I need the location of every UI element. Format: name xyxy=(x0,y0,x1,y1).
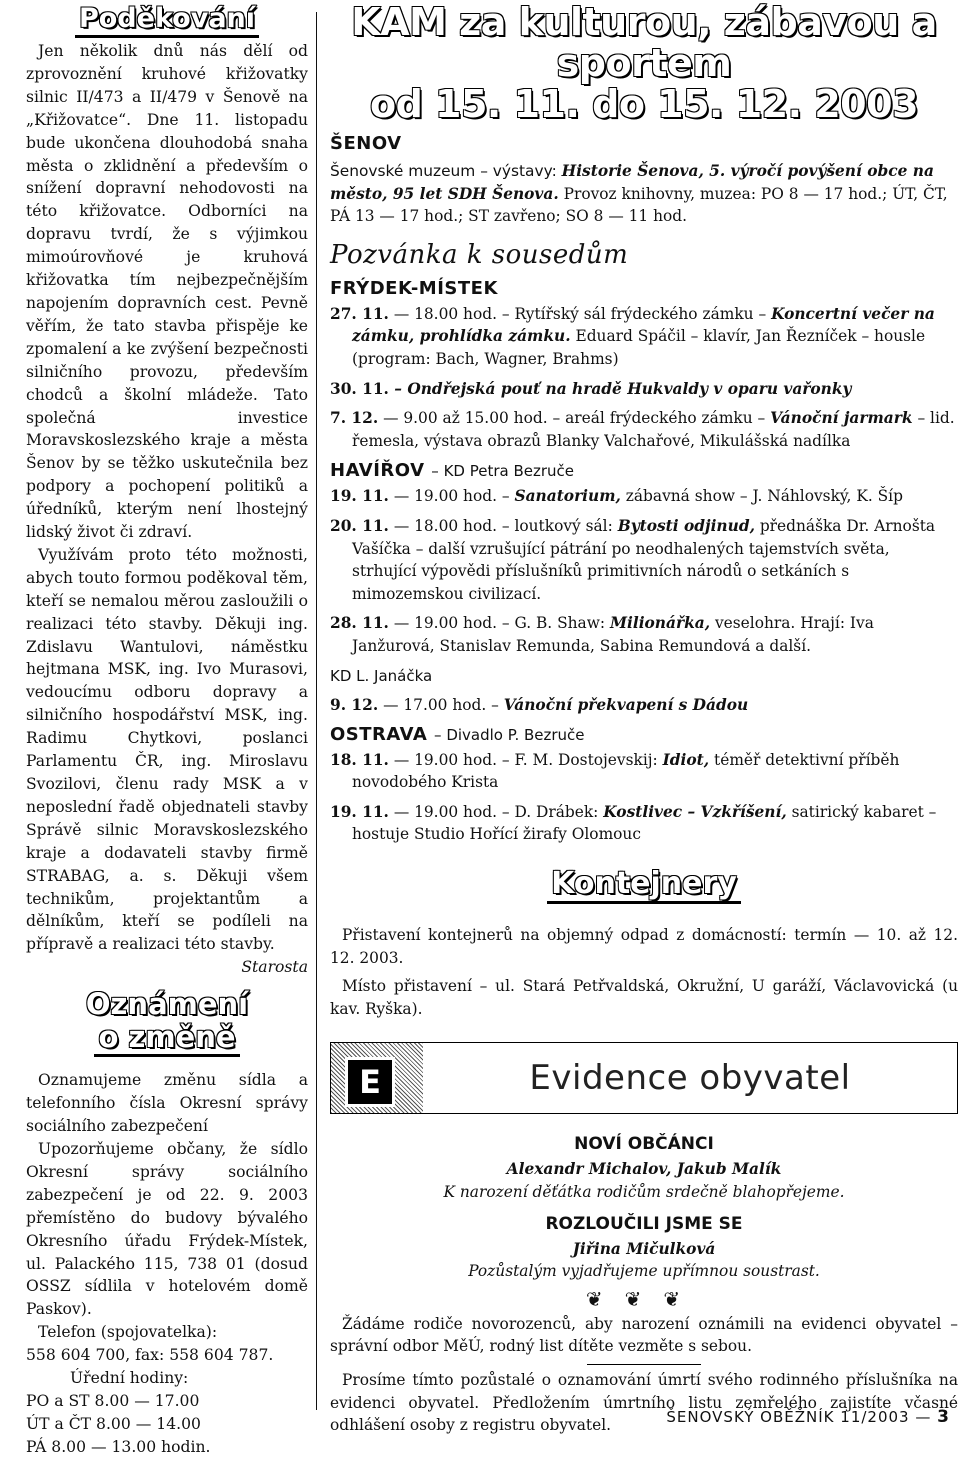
event-desc: přednáška Dr. Arnošta Vašíčka – další vzrušující pátrání po neodhalených tajemstvích světa, strhující výpovědi příslušníků primitivních národů o setkáních s mimozemskou civilizací. xyxy=(352,516,936,603)
footer-label: ŠENOVSKÝ OBĚŽNÍK 11/2003 — xyxy=(666,1408,932,1426)
rozloucili-heading: ROZLOUČILI JSME SE xyxy=(545,1213,743,1234)
ostrava-town: OSTRAVA xyxy=(330,723,428,745)
havirov-town: HAVÍŘOV xyxy=(330,460,425,482)
oznameni-phone-numbers: 558 604 700, fax: 558 604 787. xyxy=(26,1346,274,1365)
date: 19. 11. xyxy=(330,487,389,506)
rozloucili-name: Jiřina Mičulková xyxy=(572,1239,716,1258)
page-footer xyxy=(666,1407,950,1427)
ostrava-event-2 xyxy=(330,801,958,846)
evidence-title: Evidence obyvatel xyxy=(529,1058,851,1099)
frydek-event-3 xyxy=(330,407,958,452)
page-number: 3 xyxy=(937,1407,950,1427)
havirov-event-3 xyxy=(330,612,958,657)
oznameni-paragraph-2: Upozorňujeme občany, že sídlo Okresní správy sociálního zabezpečení je od 22. 9. 2003 přemístěno do budovy bývalého Okresního úřadu Frýdek-Místek, ul. Palackého 115, 738 01 (dosud OSSZ sídlila v hotelovém domě Paskov). xyxy=(26,1139,308,1319)
event-title: Koncertní večer na zámku, prohlídka zámku. xyxy=(352,304,935,346)
pozvanka-heading: Pozvánka k sousedům xyxy=(330,239,629,270)
date: 28. 11. xyxy=(330,614,389,633)
kontejnery-paragraph-2: Místo přistavení – ul. Stará Petřvaldská, Okružní, U garáží, Václavovická (u kav. Ryška). xyxy=(330,977,958,1018)
novi-obcane-names: Alexandr Michalov, Jakub Malík xyxy=(506,1160,782,1179)
rozloucili-text: Pozůstalým vyjadřujeme upřímnou soustrast. xyxy=(468,1262,820,1281)
kontejnery-paragraph-1: Přistavení kontejnerů na objemný odpad z domácností: termín — 10. až 12. 12. 2003. xyxy=(330,926,958,967)
novi-obcane-heading: NOVÍ OBČÁNCI xyxy=(574,1134,714,1155)
event-title: Kostlivec – Vzkříšení, xyxy=(603,802,787,821)
event-time: — 19.00 hod. – F. M. Dostojevskij: xyxy=(388,750,663,769)
kontejnery-title: Kontejnery xyxy=(547,866,741,904)
ostrava-heading xyxy=(330,724,958,745)
date: 7. 12. xyxy=(330,409,379,428)
oznameni-paragraph-1: Oznamujeme změnu sídla a telefonního čísla Okresní správy sociálního zabezpečení xyxy=(26,1071,308,1136)
event-time: — 19.00 hod. – D. Drábek: xyxy=(388,802,604,821)
novi-obcane-wish: K narození děťátka rodičům srdečně blahopřejeme. xyxy=(443,1183,845,1202)
date: 30. 11. xyxy=(330,379,389,398)
date: 19. 11. xyxy=(330,802,389,821)
oznameni-title-line-2: o změně xyxy=(94,1021,239,1057)
event-desc: – lid. řemesla, výstava obrazů Blanky Valchařové, Mikulášská nadílka xyxy=(352,409,955,450)
date: 18. 11. xyxy=(330,750,389,769)
podekovani-paragraph-1: Jen několik dnů nás dělí od zprovoznění kruhové křižovatky silnic II/473 a II/479 v Šenově na „Křižovatce“. Dne 11. listopadu bude ukončena dlouhodobá snaha města o zklidnění a především o snížení dopravní nehodovosti na této křižovatce. Odborníci na dopravu tvrdí, že s výjimkou mimoúrovňové je kruhová křižovatka tím nejbezpečnějším napojením dopravních cest. Pevně věřím, že tato stavba přispěje ke zpomalení a ke zvýšení bezpečnosti silničního provozu, především chodců a školní mládeže. Tato společná investice Moravskoslezského kraje a města Šenov by se těžko uskutečnila bez podpory a pochopení politiků a úředníků, kterým není lhostejný lidský život či zdraví. xyxy=(26,42,308,542)
senov-hours: Provoz knihovny, muzea: PO 8 — 17 hod.; ÚT, ČT, PÁ 13 — 17 hod.; ST zavřeno; SO 8 — 11 hod. xyxy=(330,184,948,226)
ostrava-venue: – Divadlo P. Bezruče xyxy=(434,725,585,744)
kam-title-line-2: od 15. 11. do 15. 12. 2003 xyxy=(369,82,919,126)
oznameni-hours-label: Úřední hodiny: xyxy=(70,1369,189,1388)
senov-text xyxy=(330,160,958,228)
evidence-banner-panel xyxy=(423,1043,957,1113)
event-title: Vánoční jarmark xyxy=(770,409,913,428)
havirov-heading xyxy=(330,460,958,481)
flourish-ornament-icon: ❦❦❦ xyxy=(585,1286,703,1311)
hours-tue-thu: ÚT a ČT 8.00 — 14.00 xyxy=(26,1414,201,1433)
oznameni-heading xyxy=(26,988,308,1057)
left-column xyxy=(26,0,308,1459)
havirov-event-2 xyxy=(330,515,958,605)
event-title: Vánoční překvapení s Dádou xyxy=(503,696,749,715)
signature: Starosta xyxy=(241,958,308,977)
evidence-paragraph-2: Prosíme tímto pozůstalé o oznamování úmrtí svého rodinného příslušníka na evidenci obyvatel. Předložením úmrtního listu zemřelého zajistíte včasné odhlášení osoby z registru obyvatel. xyxy=(330,1371,958,1435)
podekovani-heading xyxy=(26,2,308,38)
kam-title-line-1: KAM za kulturou, zábavou a sportem xyxy=(351,0,937,85)
event-time: — 19.00 hod. – xyxy=(388,487,515,506)
hours-mon-wed: PO a ST 8.00 — 17.00 xyxy=(26,1391,200,1410)
date: 20. 11. xyxy=(330,516,389,535)
event-title: Bytosti odjinud, xyxy=(617,516,755,535)
event-desc: satirický kabaret – hostuje Studio Hořící žirafy Olomouc xyxy=(352,802,937,844)
event-desc: téměř detektivní příběh novodobého Krista xyxy=(352,750,900,792)
senov-heading: ŠENOV xyxy=(330,133,402,154)
date: 27. 11. xyxy=(330,304,389,323)
event-time: — 19.00 hod. – G. B. Shaw: xyxy=(388,614,610,633)
kontejnery-heading xyxy=(330,866,958,902)
frydek-event-1 xyxy=(330,303,958,371)
podekovani-title: Poděkování xyxy=(75,2,259,38)
hours-fri: PÁ 8.00 — 13.00 hodin. xyxy=(26,1437,211,1456)
ostrava-event-1 xyxy=(330,749,958,794)
event-title: Sanatorium, xyxy=(514,487,621,506)
evidence-paragraph-1: Žádáme rodiče novorozenců, aby narození oznámili na evidenci obyvatel – správní odbor MěÚ, rodný list dítěte vezměte s sebou. xyxy=(330,1314,958,1356)
evidence-logo-icon: E xyxy=(345,1057,395,1107)
column-divider xyxy=(316,12,317,1410)
date: 9. 12. xyxy=(330,696,379,715)
podekovani-paragraph-2-text: Využívám proto této možnosti, abych touto formou poděkoval těm, kteří se nemalou měrou zasloužili o realizaci této stavby. Děkuji ing. Zdislavu Wantulovi, náměstku hejtmana MSK, ing. Ivo Murasovi, vedoucímu odboru dopravy a silničního hospodářství MSK, ing. Radimu Chytkovi, poslanci Parlamentu ČR, ing. Miroslavu Svozilovi, členu rady MSK a v neposlední řadě objednateli stavby Správě silnic Moravskoslezského kraje a dodavateli stavby firmě STRABAG, a. s. Děkuji všem technikům, projektantům a dělníkům, kteří se podíleli na přípravě a realizaci této stavby. xyxy=(26,545,308,954)
evidence-banner xyxy=(330,1042,958,1114)
event-time: — 9.00 až 15.00 hod. – areál frýdeckého zámku – xyxy=(378,409,771,428)
right-column xyxy=(330,0,958,1437)
event-desc: zábavná show – J. Náhlovský, K. Šíp xyxy=(620,487,903,506)
frydek-heading: FRÝDEK-MÍSTEK xyxy=(330,277,498,299)
event-desc: veselohra. Hrají: Iva Janžurová, Stanislav Remunda, Sabina Remundová a další. xyxy=(352,614,874,655)
event-title: – Ondřejská pouť na hradě Hukvaldy v oparu vařonky xyxy=(388,379,852,398)
event-time: — 18.00 hod. – Rytířský sál frýdeckého zámku – xyxy=(388,304,772,323)
havirov-event-1 xyxy=(330,485,958,508)
havirov-kd-janacka: KD L. Janáčka xyxy=(330,666,433,685)
event-time: — 17.00 hod. – xyxy=(378,696,504,715)
event-title: Milionářka, xyxy=(609,614,711,633)
oznameni-title-line-1: Oznámení xyxy=(85,987,249,1022)
frydek-event-2 xyxy=(330,378,958,401)
havirov-venue: – KD Petra Bezruče xyxy=(431,462,575,481)
senov-exhibitions: Historie Šenova, 5. výročí povýšení obce na město, 95 let SDH Šenova. xyxy=(330,162,934,203)
podekovani-paragraph-2 xyxy=(26,544,308,977)
event-desc: Eduard Spáčil – klavír, Jan Řezníček – housle (program: Bach, Wagner, Brahms) xyxy=(352,327,926,368)
senov-museum-label: Šenovské muzeum – výstavy: xyxy=(330,162,562,180)
event-title: Idiot, xyxy=(662,750,710,769)
event-time: — 18.00 hod. – loutkový sál: xyxy=(388,516,618,535)
oznameni-phone-label: Telefon (spojovatelka): xyxy=(38,1323,218,1342)
short-divider xyxy=(587,1364,701,1365)
havirov-event-4 xyxy=(330,694,958,717)
